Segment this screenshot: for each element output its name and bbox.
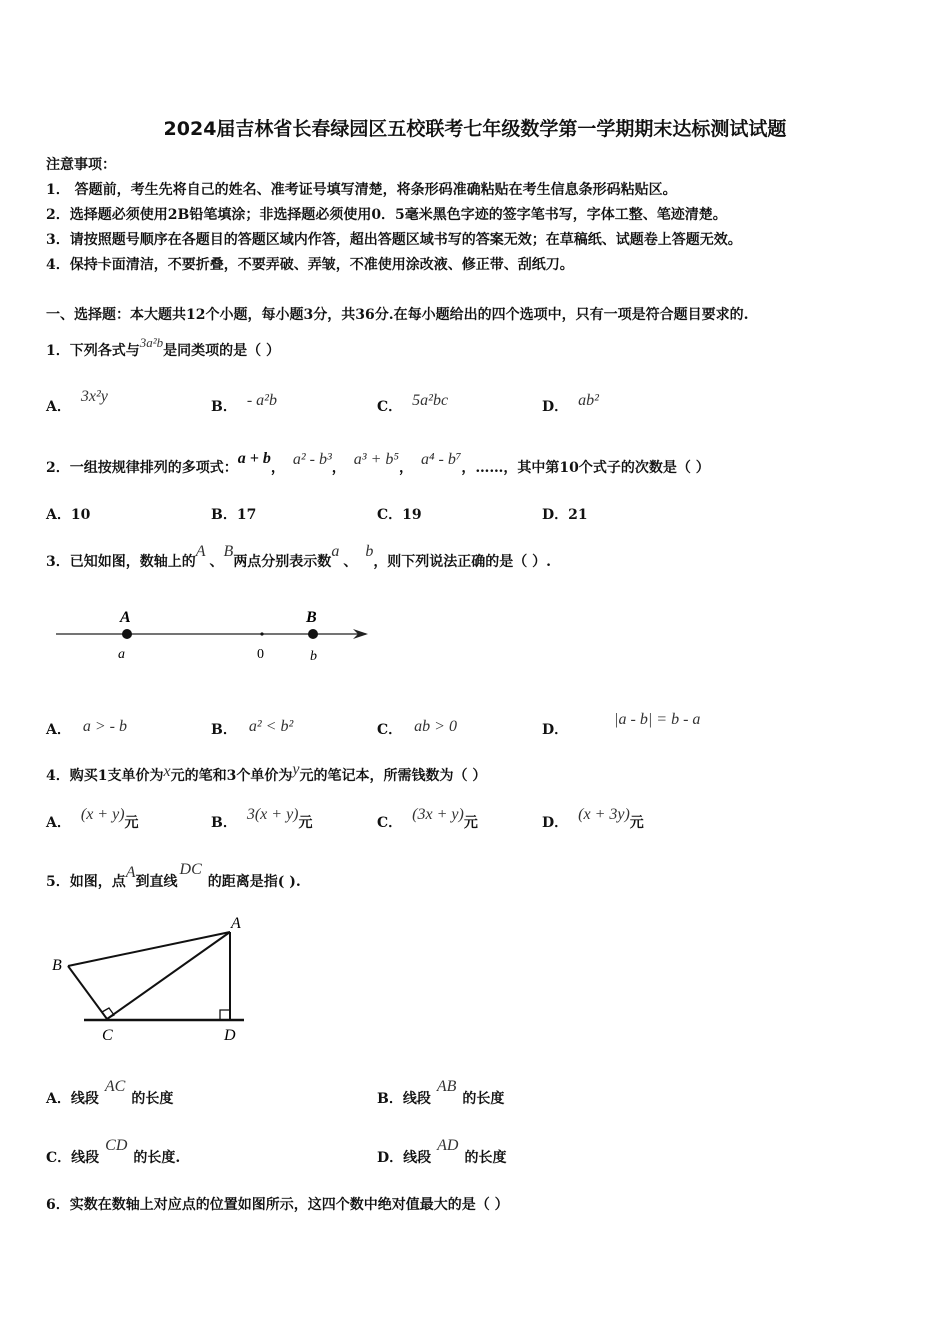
- value-b: b: [310, 649, 317, 664]
- q1-option-a[interactable]: A．3x²y: [46, 388, 108, 415]
- vertex-b: B: [52, 957, 62, 974]
- q1-expr: 3a²b: [139, 335, 164, 350]
- number-line-figure: [50, 600, 380, 670]
- q2-term-1: a + b: [237, 450, 271, 467]
- notice-item-1: 1． 答题前，考生先将自己的姓名、准考证号填写清楚，将条形码准确粘贴在考生信息条形码粘贴区。: [46, 182, 677, 198]
- vertex-d: D: [224, 1027, 236, 1044]
- q3-option-b[interactable]: B． a² < b²: [211, 718, 294, 738]
- q4-option-a[interactable]: A． (x + y)元: [46, 806, 139, 831]
- point-a: [122, 629, 132, 639]
- q4-option-b[interactable]: B． 3(x + y)元: [211, 806, 313, 831]
- q3-option-c[interactable]: C． ab > 0: [377, 718, 457, 738]
- q1-pre: 1．下列各式与: [46, 343, 140, 359]
- q3-option-a[interactable]: A． a > - b: [46, 718, 127, 738]
- notice-heading: 注意事项：: [46, 157, 116, 173]
- vertex-a: A: [231, 915, 241, 932]
- q1-option-d[interactable]: D． ab²: [542, 392, 599, 415]
- q1-option-c[interactable]: C． 5a²bc: [377, 392, 449, 415]
- value-a: a: [118, 647, 125, 662]
- q4-option-d[interactable]: D． (x + 3y)元: [542, 806, 644, 831]
- q5-option-d[interactable]: D．线段AD的长度: [377, 1137, 507, 1166]
- q3-option-d[interactable]: D．|a - b| = b - a: [542, 711, 701, 738]
- q4-option-c[interactable]: C． (3x + y)元: [377, 806, 478, 831]
- origin-tick: [260, 632, 263, 635]
- q2-term-4: a⁴ - b⁷: [420, 451, 462, 468]
- page-title: 2024届吉林省长春绿园区五校联考七年级数学第一学期期末达标测试试题: [163, 118, 787, 140]
- q5-stem: 5．如图，点A到直线DC的距离是指( ).: [46, 861, 301, 890]
- value-zero: 0: [257, 647, 264, 662]
- segment-bc: [68, 966, 107, 1019]
- q2-term-2: a² - b³: [292, 451, 332, 468]
- notice-item-2: 2．选择题必须使用2B铅笔填涂；非选择题必须使用0．5毫米黑色字迹的签字笔书写，字体工整、笔迹清楚。: [46, 207, 727, 223]
- vertex-c: C: [102, 1027, 113, 1044]
- q5-option-b[interactable]: B．线段AB的长度: [377, 1078, 505, 1107]
- q6-stem: 6．实数在数轴上对应点的位置如图所示，这四个数中绝对值最大的是（ ）: [46, 1197, 509, 1213]
- q1-post: 是同类项的是（ ）: [163, 343, 281, 359]
- triangle-figure: [44, 908, 254, 1048]
- point-b: [308, 629, 318, 639]
- q5-option-c[interactable]: C．线段CD的长度.: [46, 1137, 181, 1166]
- q2-term-3: a³ + b⁵: [353, 451, 399, 468]
- notice-item-3: 3．请按照题号顺序在各题目的答题区域内作答，超出答题区域书写的答案无效；在草稿纸、试题卷上答题无效。: [46, 232, 742, 248]
- section-heading: 一、选择题：本大题共12个小题，每小题3分，共36分.在每小题给出的四个选项中，只有一项是符合题目要求的.: [46, 307, 749, 323]
- right-angle-d: [220, 1010, 230, 1020]
- q2-stem: 2．一组按规律排列的多项式：a + b， a² - b³， a³ + b⁵， a⁴ - b⁷，……，其中第10个式子的次数是（ ）: [46, 450, 710, 476]
- q4-stem: 4．购买1支单价为x元的笔和3个单价为y元的笔记本，所需钱数为（ ）: [46, 761, 487, 784]
- q2-option-c[interactable]: C．19: [377, 507, 422, 523]
- q1-option-b[interactable]: B． - a²b: [211, 392, 277, 415]
- q5-option-a[interactable]: A．线段AC的长度: [46, 1078, 174, 1107]
- notice-item-4: 4．保持卡面清洁，不要折叠，不要弄破、弄皱，不准使用涂改液、修正带、刮纸刀。: [46, 257, 574, 273]
- q2-option-a[interactable]: A．10: [46, 507, 91, 523]
- q2-option-d[interactable]: D．21: [542, 507, 588, 523]
- q1-stem: [46, 335, 281, 360]
- label-a: A: [120, 609, 131, 626]
- q2-option-b[interactable]: B．17: [211, 507, 257, 523]
- label-b: B: [306, 609, 317, 626]
- q3-stem: 3．已知如图，数轴上的A、B两点分别表示数a、b，则下列说法正确的是（ ）.: [46, 543, 552, 570]
